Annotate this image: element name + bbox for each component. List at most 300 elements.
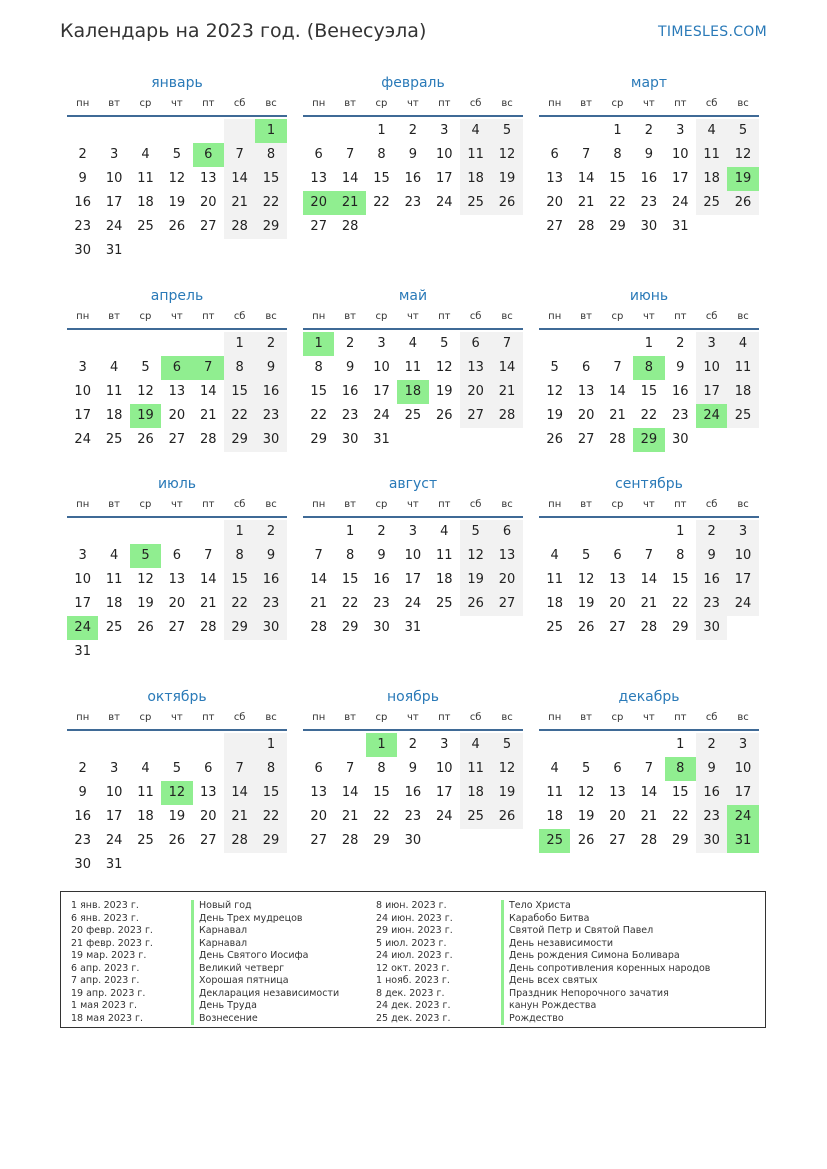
weekday-label: пн [76, 311, 90, 322]
holiday-day-cell: 19 [130, 404, 161, 428]
day-cell: 14 [491, 356, 522, 380]
day-cell: 29 [255, 829, 286, 853]
empty-cell [602, 733, 633, 757]
empty-cell [602, 332, 633, 356]
month-block [539, 73, 759, 239]
day-cell: 8 [224, 356, 255, 380]
weekday-label: пт [438, 712, 451, 723]
day-cell: 2 [408, 123, 417, 138]
day-cell: 27 [310, 219, 327, 234]
day-cell: 9 [255, 544, 286, 568]
weekday-label: сб [705, 311, 718, 322]
day-cell: 1 [676, 737, 685, 752]
day-cell: 23 [404, 809, 422, 824]
holiday-day-cell: 18 [397, 380, 428, 404]
empty-cell [303, 119, 334, 143]
day-cell: 5 [491, 119, 522, 143]
day-cell: 25 [696, 191, 727, 215]
day-cell: 3 [440, 123, 449, 138]
day-cell: 23 [255, 404, 286, 428]
day-cell: 18 [460, 781, 491, 805]
day-cell: 13 [310, 785, 327, 800]
day-cell: 24 [105, 219, 123, 234]
day-cell: 24 [105, 833, 123, 848]
day-cell: 9 [345, 360, 355, 375]
month-block [67, 474, 287, 664]
day-cell: 13 [168, 384, 186, 399]
day-cell: 26 [460, 592, 491, 616]
day-cell: 24 [435, 195, 453, 210]
day-cell: 7 [224, 143, 255, 167]
weekday-label: сб [705, 499, 718, 510]
legend-date: 25 дек. 2023 г. [376, 1012, 451, 1024]
day-cell: 22 [640, 408, 658, 423]
day-cell: 22 [310, 408, 327, 423]
legend-holiday-name: Карабобо Битва [501, 913, 710, 926]
weekday-label: сб [233, 98, 246, 109]
day-cell: 12 [727, 143, 758, 167]
day-cell: 15 [310, 384, 327, 399]
weekday-label: вт [108, 311, 120, 322]
day-cell: 8 [377, 147, 386, 162]
header-rule [303, 516, 523, 518]
day-cell: 2 [255, 520, 286, 544]
empty-cell [224, 733, 255, 757]
day-cell: 13 [460, 356, 491, 380]
day-cell: 15 [341, 572, 359, 587]
month-name: ноябрь [387, 689, 439, 705]
day-cell: 9 [408, 147, 417, 162]
day-cell: 15 [224, 380, 255, 404]
weekday-label: ср [611, 311, 624, 322]
legend-holiday-name: Рождество [501, 1013, 710, 1026]
day-cell: 10 [696, 356, 727, 380]
day-cell: 1 [255, 733, 286, 757]
weekday-label: чт [643, 499, 655, 510]
weekday-label: сб [705, 98, 718, 109]
day-cell: 18 [696, 167, 727, 191]
day-cell: 8 [314, 360, 323, 375]
day-cell: 13 [609, 572, 626, 587]
day-cell: 23 [255, 592, 286, 616]
day-cell: 13 [491, 544, 522, 568]
day-cell: 26 [137, 432, 154, 447]
day-cell: 19 [460, 568, 491, 592]
day-cell: 13 [609, 785, 626, 800]
day-cell: 23 [696, 805, 727, 829]
day-cell: 15 [255, 781, 286, 805]
day-cell: 28 [640, 620, 658, 635]
day-cell: 15 [373, 171, 390, 186]
day-cell: 10 [435, 761, 453, 776]
empty-cell [570, 733, 601, 757]
holiday-day-cell: 21 [334, 191, 365, 215]
day-cell: 28 [577, 219, 595, 234]
day-cell: 26 [491, 805, 522, 829]
weekday-label: вс [501, 712, 513, 723]
day-cell: 27 [199, 833, 217, 848]
day-cell: 20 [546, 195, 563, 210]
day-cell: 14 [640, 785, 658, 800]
day-cell: 4 [141, 147, 150, 162]
header-rule [539, 115, 759, 117]
day-cell: 11 [404, 360, 422, 375]
day-cell: 1 [676, 524, 685, 539]
day-cell: 4 [727, 332, 758, 356]
day-cell: 5 [460, 520, 491, 544]
day-cell: 3 [78, 360, 87, 375]
legend-names-left [191, 900, 339, 1025]
legend-holiday-name: Великий четверг [191, 963, 339, 976]
day-cell: 20 [609, 596, 626, 611]
day-cell: 12 [435, 360, 453, 375]
day-cell: 27 [168, 432, 186, 447]
day-cell: 2 [676, 336, 685, 351]
day-cell: 17 [74, 408, 91, 423]
day-cell: 5 [727, 119, 758, 143]
legend-holiday-name: Хорошая пятница [191, 975, 339, 988]
day-cell: 25 [546, 620, 563, 635]
day-cell: 10 [727, 544, 758, 568]
day-cell: 23 [373, 596, 390, 611]
day-cell: 14 [577, 171, 595, 186]
weekday-label: сб [705, 712, 718, 723]
day-cell: 26 [727, 191, 758, 215]
day-cell: 20 [310, 809, 327, 824]
day-cell: 7 [491, 332, 522, 356]
day-cell: 2 [377, 524, 386, 539]
legend-holiday-name: Карнавал [191, 925, 339, 938]
day-cell: 29 [224, 428, 255, 452]
day-cell: 22 [224, 592, 255, 616]
empty-cell [193, 733, 224, 757]
legend-holiday-name: Вознесение [191, 1013, 339, 1026]
day-cell: 12 [460, 544, 491, 568]
day-cell: 28 [224, 215, 255, 239]
day-cell: 27 [546, 219, 563, 234]
weekday-label: ср [139, 499, 152, 510]
weekday-label: сб [233, 311, 246, 322]
day-cell: 3 [727, 733, 758, 757]
day-cell: 5 [141, 360, 150, 375]
day-cell: 9 [696, 544, 727, 568]
day-cell: 4 [408, 336, 417, 351]
day-cell: 22 [255, 805, 286, 829]
header-rule [303, 328, 523, 330]
day-cell: 5 [550, 360, 559, 375]
day-cell: 31 [671, 219, 689, 234]
weekday-label: вт [580, 98, 592, 109]
day-cell: 11 [460, 143, 491, 167]
day-cell: 25 [460, 805, 491, 829]
day-cell: 8 [345, 548, 355, 563]
day-cell: 12 [168, 171, 186, 186]
weekday-label: чт [171, 499, 183, 510]
day-cell: 5 [581, 761, 591, 776]
weekday-label: ср [375, 311, 388, 322]
day-cell: 10 [404, 548, 422, 563]
day-cell: 24 [373, 408, 390, 423]
day-cell: 14 [310, 572, 327, 587]
day-cell: 4 [696, 119, 727, 143]
legend-date: 19 апр. 2023 г. [71, 987, 146, 999]
day-cell: 1 [224, 332, 255, 356]
legend-date: 6 апр. 2023 г. [71, 962, 140, 974]
legend-date: 1 мая 2023 г. [71, 1000, 137, 1011]
day-cell: 29 [255, 215, 286, 239]
holiday-day-cell: 5 [130, 544, 161, 568]
day-cell: 9 [644, 147, 653, 162]
holiday-day-cell: 25 [539, 829, 570, 853]
weekday-label: пт [202, 98, 215, 109]
day-cell: 9 [255, 356, 286, 380]
day-cell: 4 [109, 548, 119, 563]
day-cell: 8 [255, 757, 286, 781]
empty-cell [193, 332, 224, 356]
day-cell: 27 [168, 620, 186, 635]
empty-cell [193, 119, 224, 143]
day-cell: 13 [546, 171, 563, 186]
empty-cell [161, 332, 192, 356]
day-cell: 7 [644, 548, 653, 563]
day-cell: 24 [435, 809, 453, 824]
day-cell: 15 [255, 167, 286, 191]
day-cell: 21 [609, 408, 626, 423]
day-cell: 30 [255, 428, 286, 452]
month-name: июль [157, 476, 197, 492]
day-cell: 1 [345, 524, 355, 539]
holiday-day-cell: 1 [255, 119, 286, 143]
month-block [67, 73, 287, 263]
weekday-label: вс [737, 311, 749, 322]
holiday-day-cell: 24 [696, 404, 727, 428]
day-cell: 28 [491, 404, 522, 428]
day-cell: 25 [727, 404, 758, 428]
day-cell: 2 [696, 733, 727, 757]
day-cell: 31 [74, 644, 91, 659]
month-block [303, 687, 523, 853]
day-cell: 22 [255, 191, 286, 215]
day-cell: 16 [255, 568, 286, 592]
legend-date: 12 окт. 2023 г. [376, 962, 450, 974]
holiday-day-cell: 6 [161, 356, 192, 380]
day-cell: 17 [404, 572, 422, 587]
day-cell: 10 [671, 147, 689, 162]
day-cell: 24 [404, 596, 422, 611]
legend-holiday-name: Карнавал [191, 938, 339, 951]
day-cell: 10 [105, 785, 123, 800]
day-cell: 28 [310, 620, 327, 635]
day-cell: 17 [671, 171, 689, 186]
day-cell: 3 [408, 524, 417, 539]
day-cell: 13 [310, 171, 327, 186]
day-cell: 1 [613, 123, 622, 138]
day-cell: 19 [546, 408, 563, 423]
day-cell: 26 [546, 432, 563, 447]
day-cell: 6 [204, 761, 213, 776]
day-cell: 21 [224, 191, 255, 215]
month-block [303, 73, 523, 239]
day-cell: 19 [435, 384, 453, 399]
day-cell: 4 [141, 761, 150, 776]
day-cell: 12 [577, 572, 595, 587]
day-cell: 18 [105, 408, 123, 423]
day-cell: 14 [640, 572, 658, 587]
day-cell: 20 [168, 596, 186, 611]
day-cell: 18 [435, 572, 453, 587]
weekday-label: пн [312, 98, 326, 109]
day-cell: 25 [404, 408, 422, 423]
day-cell: 5 [172, 147, 181, 162]
empty-cell [130, 332, 161, 356]
header-rule [303, 115, 523, 117]
day-cell: 23 [696, 592, 727, 616]
day-cell: 8 [255, 143, 286, 167]
weekday-label: ср [139, 98, 152, 109]
legend-holiday-name: День рождения Симона Боливара [501, 950, 710, 963]
day-cell: 11 [105, 572, 123, 587]
day-cell: 29 [224, 616, 255, 640]
day-cell: 6 [613, 761, 622, 776]
month-name: февраль [381, 75, 445, 91]
day-cell: 22 [671, 809, 689, 824]
header-rule [539, 729, 759, 731]
weekday-label: сб [469, 499, 482, 510]
day-cell: 11 [137, 171, 154, 186]
day-cell: 12 [137, 572, 154, 587]
legend-dates-left [71, 900, 153, 1025]
legend-date: 24 июл. 2023 г. [376, 950, 453, 961]
day-cell: 16 [696, 781, 727, 805]
day-cell: 16 [671, 384, 689, 399]
month-name: декабрь [618, 689, 680, 705]
day-cell: 17 [74, 596, 91, 611]
day-cell: 22 [671, 596, 689, 611]
empty-cell [130, 733, 161, 757]
day-cell: 5 [440, 336, 449, 351]
day-cell: 21 [224, 805, 255, 829]
day-cell: 20 [168, 408, 186, 423]
weekday-label: сб [469, 311, 482, 322]
holiday-day-cell: 20 [303, 191, 334, 215]
day-cell: 6 [613, 548, 622, 563]
day-cell: 26 [577, 620, 595, 635]
empty-cell [224, 119, 255, 143]
day-cell: 14 [199, 384, 217, 399]
day-cell: 29 [671, 833, 689, 848]
day-cell: 18 [137, 195, 154, 210]
weekday-label: чт [407, 98, 419, 109]
day-cell: 30 [255, 616, 286, 640]
weekday-label: чт [171, 311, 183, 322]
day-cell: 19 [577, 596, 595, 611]
legend-date: 29 июн. 2023 г. [376, 925, 453, 936]
day-cell: 23 [74, 219, 91, 234]
day-cell: 2 [78, 147, 87, 162]
holiday-legend [60, 891, 766, 1028]
day-cell: 13 [199, 785, 217, 800]
day-cell: 31 [105, 243, 123, 258]
empty-cell [539, 520, 570, 544]
empty-cell [303, 520, 334, 544]
empty-cell [98, 520, 129, 544]
empty-cell [161, 119, 192, 143]
day-cell: 8 [676, 548, 685, 563]
empty-cell [334, 733, 365, 757]
day-cell: 3 [440, 737, 449, 752]
day-cell: 8 [224, 544, 255, 568]
weekday-label: сб [233, 712, 246, 723]
day-cell: 7 [224, 757, 255, 781]
day-cell: 25 [137, 219, 154, 234]
day-cell: 19 [137, 596, 154, 611]
weekday-label: ср [611, 499, 624, 510]
day-cell: 18 [727, 380, 758, 404]
weekday-label: вт [108, 499, 120, 510]
brand-link[interactable]: TIMESLES.COM [658, 24, 767, 40]
weekday-label: ср [375, 499, 388, 510]
weekday-label: чт [407, 499, 419, 510]
day-cell: 31 [373, 432, 390, 447]
day-cell: 10 [105, 171, 123, 186]
day-cell: 7 [345, 761, 355, 776]
weekday-label: ср [611, 98, 624, 109]
day-cell: 2 [345, 336, 355, 351]
day-cell: 11 [727, 356, 758, 380]
legend-date: 24 июн. 2023 г. [376, 912, 453, 924]
day-cell: 21 [640, 596, 658, 611]
day-cell: 21 [491, 380, 522, 404]
legend-date: 18 мая 2023 г. [71, 1012, 144, 1024]
month-block [67, 286, 287, 452]
legend-holiday-name: канун Рождества [501, 1000, 710, 1013]
day-cell: 11 [546, 785, 563, 800]
legend-date: 20 февр. 2023 г. [71, 925, 153, 936]
month-name: май [398, 288, 428, 304]
holiday-day-cell: 6 [193, 143, 224, 167]
day-cell: 19 [491, 167, 522, 191]
day-cell: 28 [640, 833, 658, 848]
weekday-label: вт [344, 712, 356, 723]
day-cell: 21 [640, 809, 658, 824]
day-cell: 28 [224, 829, 255, 853]
empty-cell [67, 733, 98, 757]
weekday-label: пн [76, 499, 90, 510]
legend-date: 8 дек. 2023 г. [376, 987, 445, 999]
weekday-label: вт [580, 712, 592, 723]
empty-cell [602, 520, 633, 544]
weekday-label: сб [469, 98, 482, 109]
legend-holiday-name: День сопротивления коренных народов [501, 963, 710, 976]
header-rule [67, 729, 287, 731]
holiday-day-cell: 7 [193, 356, 224, 380]
day-cell: 17 [727, 781, 758, 805]
weekday-label: ср [139, 311, 152, 322]
day-cell: 10 [74, 572, 91, 587]
empty-cell [67, 520, 98, 544]
day-cell: 15 [640, 384, 658, 399]
weekday-label: вс [737, 499, 749, 510]
day-cell: 18 [546, 596, 563, 611]
legend-date: 8 июн. 2023 г. [376, 900, 447, 911]
header-rule [539, 328, 759, 330]
day-cell: 5 [581, 548, 591, 563]
day-cell: 19 [491, 781, 522, 805]
day-cell: 22 [609, 195, 626, 210]
day-cell: 22 [373, 195, 390, 210]
month-name: октябрь [147, 689, 207, 705]
header-rule [67, 115, 287, 117]
